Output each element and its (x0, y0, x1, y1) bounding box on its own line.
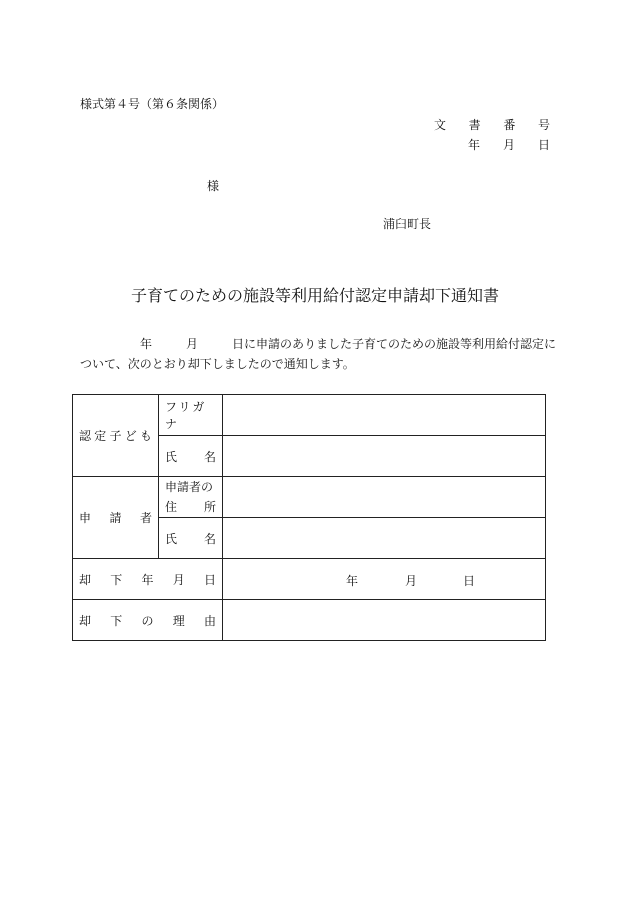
document-date-label (468, 138, 550, 152)
table-row (73, 477, 546, 518)
doc-date-char: 日 (537, 138, 550, 152)
child-name-label (165, 448, 216, 465)
reject-date-value (223, 572, 545, 586)
form-number: 様式第４号（第６条関係） (80, 97, 225, 111)
label-char: も (139, 429, 152, 443)
applicant-address-field[interactable] (223, 477, 546, 518)
label-char: 月 (172, 572, 185, 587)
sender-name: 浦臼町長 (383, 217, 432, 231)
document-number-label (434, 118, 550, 132)
notice-table (72, 394, 546, 641)
date-char: 月 (405, 574, 418, 588)
child-name-label-cell (159, 436, 223, 477)
applicant-name-field[interactable] (223, 518, 546, 559)
reason-label-cell (73, 600, 223, 641)
label-char: 下 (110, 572, 123, 587)
label-char: 定 (94, 429, 107, 443)
label-char: 住 (165, 500, 178, 514)
label-char: 氏 (165, 531, 178, 546)
label-char: 者 (139, 511, 152, 525)
child-label-cell (73, 395, 159, 477)
doc-number-char: 文 (434, 118, 447, 132)
reject-date-field[interactable] (223, 559, 546, 600)
body-line-2: ついて、次のとおり却下しましたので通知します。 (80, 357, 355, 371)
reject-date-label-cell (73, 559, 223, 600)
label-char: 年 (141, 572, 154, 587)
label-char: 下 (110, 613, 123, 628)
addressee-suffix: 様 (207, 179, 220, 193)
label-char: 却 (79, 572, 92, 587)
table-row (73, 559, 546, 600)
label-char: 子 (109, 429, 122, 443)
label-char: 名 (203, 531, 216, 546)
body-month: 月 (186, 337, 199, 351)
table-row (73, 600, 546, 641)
body-year: 年 (140, 337, 153, 351)
applicant-name-label (165, 530, 216, 547)
applicant-label (73, 509, 158, 526)
furigana-label-cell (159, 395, 223, 436)
furigana-label-text: フリガナ (165, 400, 207, 431)
label-char: ど (124, 429, 137, 443)
body-line-1 (0, 337, 630, 351)
date-char: 日 (463, 574, 476, 588)
date-char: 年 (346, 574, 359, 588)
address-label-line1: 申請者の (165, 480, 214, 494)
label-char: 却 (79, 613, 92, 628)
reason-field[interactable] (223, 600, 546, 641)
label-char: 由 (203, 613, 216, 628)
label-char: 所 (203, 500, 216, 514)
reject-date-label (73, 571, 222, 588)
doc-date-char: 月 (502, 138, 515, 152)
label-char: 理 (172, 613, 185, 628)
label-char: 日 (203, 572, 216, 587)
applicant-name-label-cell (159, 518, 223, 559)
reason-label (73, 612, 222, 629)
child-name-field[interactable] (223, 436, 546, 477)
child-furigana-field[interactable] (223, 395, 546, 436)
label-char: 氏 (165, 449, 178, 464)
furigana-label (165, 398, 216, 432)
applicant-label-cell (73, 477, 159, 559)
label-char: 認 (79, 429, 92, 443)
doc-number-char: 書 (468, 118, 481, 132)
label-char: 名 (203, 449, 216, 464)
address-label-cell (159, 477, 223, 518)
label-char: 申 (79, 511, 92, 525)
body-line1-rest: 日に申請のありました子育てのための施設等利用給付認定に (232, 337, 557, 351)
table-row (73, 395, 546, 436)
label-char: 請 (109, 511, 122, 525)
child-label (73, 427, 158, 444)
address-label-line2 (165, 497, 216, 517)
document-title: 子育てのための施設等利用給付認定申請却下通知書 (130, 286, 499, 305)
doc-date-char: 年 (468, 138, 481, 152)
label-char: の (141, 613, 154, 628)
doc-number-char: 号 (537, 118, 550, 132)
doc-number-char: 番 (503, 118, 516, 132)
